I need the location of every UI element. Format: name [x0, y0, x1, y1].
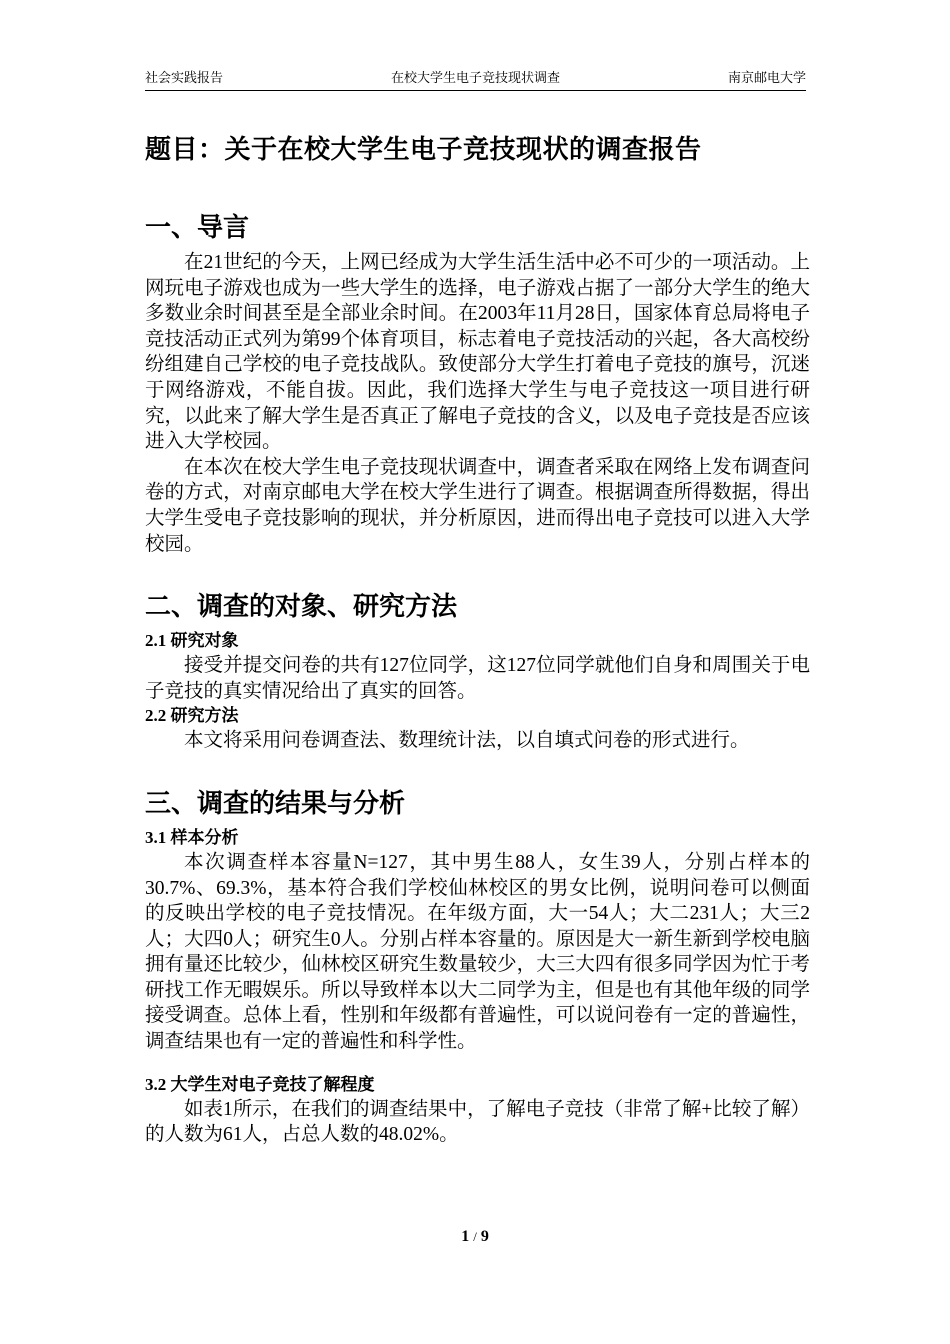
- header-right-text: 南京邮电大学: [727, 70, 806, 85]
- header-left-text: 社会实践报告: [145, 70, 224, 85]
- paragraph: 接受并提交问卷的共有127位同学，这127位同学就他们自身和周围关于电子竞技的真实情况给出了真实的回答。: [145, 655, 810, 702]
- section-heading-introduction: 一、导言: [145, 213, 250, 243]
- page-header: [145, 68, 806, 91]
- paragraph: 在本次在校大学生电子竞技现状调查中，调查者采取在网络上发布调查问卷的方式，对南京邮电大学在校大学生进行了调查。根据调查所得数据，得出大学生受电子竞技影响的现状，并分析原因，进而得出电子竞技可以进入大学校园。: [145, 456, 810, 555]
- document-body: [145, 128, 810, 1148]
- subsection-heading: 2.2 研究方法: [145, 706, 239, 726]
- report-title: 题目：关于在校大学生电子竞技现状的调查报告: [145, 135, 702, 165]
- subsection-heading: 2.1 研究对象: [145, 631, 239, 651]
- paragraph: 如表1所示，在我们的调查结果中，了解电子竞技（非常了解+比较了解）的人数为61人，占总人数的48.02%。: [145, 1098, 810, 1146]
- paragraph: 本文将采用问卷调查法、数理统计法，以自填式问卷的形式进行。: [184, 730, 750, 752]
- current-page: 1: [461, 1228, 470, 1245]
- section-heading-results-analysis: 三、调查的结果与分析: [145, 788, 406, 819]
- header-center-text: 在校大学生电子竞技现状调查: [390, 70, 560, 85]
- subsection-heading: 3.2 大学生对电子竞技了解程度: [145, 1074, 375, 1094]
- subsection-heading: 3.1 样本分析: [145, 827, 239, 847]
- paragraph: 本次调查样本容量N=127，其中男生88人，女生39人，分别占样本的30.7%、69.3%，基本符合我们学校仙林校区的男女比例，说明问卷可以侧面的反映出学校的电子竞技情况。在年级方面，大一54人；大二231人；大三2人；大四0人；研究生0人。分别占样本容量的。原因是大一新生新到学校电脑拥有量还比较少，仙林校区研究生数量较少，大三大四有很多同学因为忙于考研找工作无暇娱乐。所以导致样本以大二同学为主，但是也有其他年级的同学接受调查。总体上看，性别和年级都有普遍性，可以说问卷有一定的普遍性，调查结果也有一定的普遍性和科学性。: [145, 851, 810, 1053]
- section-heading-objects-methods: 二、调查的对象、研究方法: [145, 592, 458, 623]
- page-number: [0, 1228, 950, 1246]
- total-pages: 9: [480, 1228, 489, 1245]
- paragraph: 在21世纪的今天，上网已经成为大学生活生活中必不可少的一项活动。上网玩电子游戏也成为一些大学生的选择，电子游戏占据了一部分大学生的绝大多数业余时间甚至是全部业余时间。在2003年11月28日，国家体育总局将电子竞技活动正式列为第99个体育项目，标志着电子竞技活动的兴起，各大高校纷纷组建自己学校的电子竞技战队。致使部分大学生打着电子竞技的旗号，沉迷于网络游戏，不能自拔。因此，我们选择大学生与电子竞技这一项目进行研究，以此来了解大学生是否真正了解电子竞技的含义，以及电子竞技是否应该进入大学校园。: [145, 252, 810, 453]
- page-separator: /: [473, 1229, 477, 1244]
